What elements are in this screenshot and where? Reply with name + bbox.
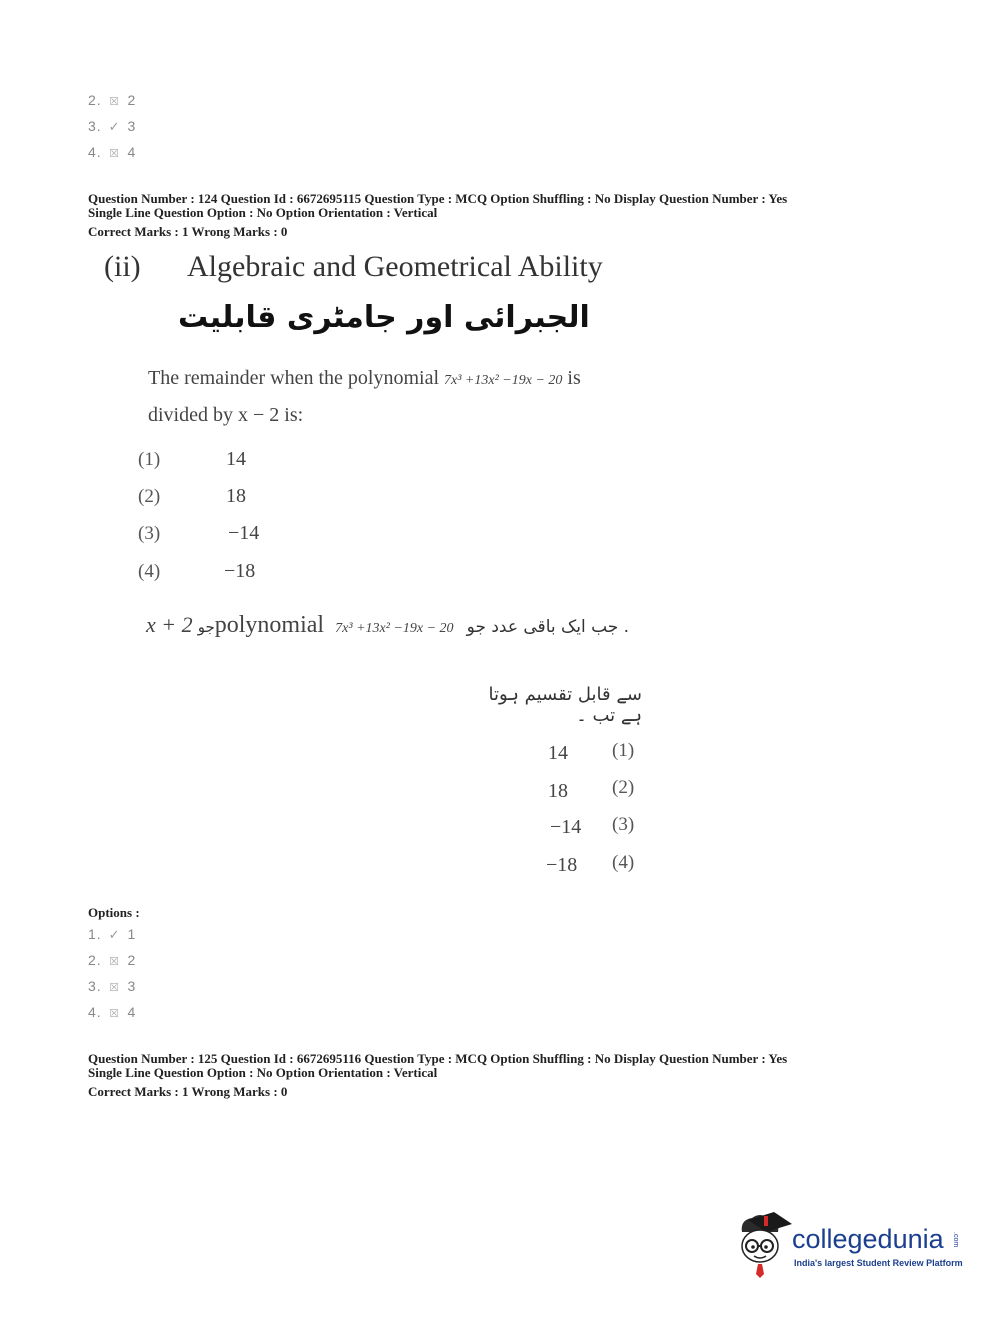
polynomial-expression: 7x³ +13x² −19x − 20	[335, 621, 454, 636]
logo-wordmark: collegedunia	[792, 1224, 944, 1254]
option-3	[88, 978, 136, 994]
polynomial-word: polynomial	[214, 612, 325, 638]
urdu-connector: جو	[197, 618, 215, 636]
question-meta-line3: Correct Marks : 1 Wrong Marks : 0	[88, 1084, 288, 1099]
choice-value: −18	[224, 560, 256, 582]
divisor-expression: x + 2	[146, 612, 193, 637]
choice-value: 18	[548, 780, 568, 802]
question-text-urdu-line2: سے قابل تقسیم ہوتا ہے تب ۔	[488, 684, 642, 726]
option-value: 2	[127, 952, 137, 968]
choice-number: (3)	[138, 523, 161, 544]
option-value: 3	[127, 978, 137, 994]
mascot-icon	[734, 1210, 792, 1280]
section-number: (ii)	[104, 250, 141, 283]
collegedunia-logo	[734, 1210, 964, 1280]
option-number: 2.	[88, 92, 102, 108]
option-value: 4	[127, 144, 137, 160]
option-1	[88, 926, 136, 943]
choice-value: 18	[226, 485, 246, 507]
check-icon: ✓	[108, 927, 121, 942]
prev-option-4	[88, 144, 136, 160]
choice-number: (3)	[612, 814, 635, 835]
option-number: 3.	[88, 118, 102, 134]
question-meta-line1: Question Number : 125 Question Id : 6672695116 Question Type : MCQ Option Shuffling : No Display Question Number : Yes	[88, 1051, 788, 1066]
choice-value: 14	[548, 742, 568, 764]
check-icon: ✓	[108, 119, 121, 134]
question-meta-line3: Correct Marks : 1 Wrong Marks : 0	[88, 224, 288, 239]
prev-option-2	[88, 92, 136, 108]
cross-icon: ☒	[109, 96, 121, 108]
question-text: The remainder when the polynomial	[148, 367, 440, 389]
choice-value: 14	[226, 448, 246, 470]
choice-number: (2)	[612, 777, 635, 798]
logo-tagline: India's largest Student Review Platform	[794, 1258, 963, 1268]
option-value: 3	[127, 118, 137, 134]
question-text-urdu-line1	[146, 612, 629, 639]
cross-icon: ☒	[109, 1008, 121, 1020]
choice-value: −14	[550, 816, 582, 838]
option-value: 1	[127, 926, 137, 942]
prev-option-3	[88, 118, 136, 135]
cross-icon: ☒	[109, 982, 121, 994]
choice-number: (2)	[138, 486, 161, 507]
option-value: 4	[127, 1004, 137, 1020]
option-number: 1.	[88, 926, 102, 942]
question-text-line1	[148, 367, 581, 390]
polynomial-expression: 7x³ +13x² −19x − 20	[444, 373, 563, 388]
section-title: Algebraic and Geometrical Ability	[187, 250, 603, 283]
urdu-question-text: جب ایک باقی عدد جو .	[466, 617, 630, 637]
options-label: Options :	[88, 905, 140, 920]
option-number: 4.	[88, 144, 102, 160]
cross-icon: ☒	[109, 956, 121, 968]
question-meta-line2: Single Line Question Option : No Option Orientation : Vertical	[88, 205, 438, 220]
question-text-is: is	[567, 367, 581, 389]
option-value: 2	[127, 92, 137, 108]
option-2	[88, 952, 136, 968]
option-number: 3.	[88, 978, 102, 994]
choice-number: (4)	[138, 561, 161, 582]
question-meta-line2: Single Line Question Option : No Option Orientation : Vertical	[88, 1065, 438, 1080]
choice-number: (1)	[612, 740, 635, 761]
question-meta-line1: Question Number : 124 Question Id : 6672695115 Question Type : MCQ Option Shuffling : No Display Question Number : Yes	[88, 191, 788, 206]
logo-suffix: .com	[952, 1232, 959, 1248]
choice-value: −18	[546, 854, 578, 876]
question-text-line2: divided by x − 2 is:	[148, 404, 304, 426]
option-number: 2.	[88, 952, 102, 968]
choice-number: (1)	[138, 449, 161, 470]
section-title-urdu: الجبرائی اور جامٹری قابلیت	[178, 300, 590, 335]
choice-number: (4)	[612, 852, 635, 873]
choice-value: −14	[228, 522, 260, 544]
option-4	[88, 1004, 136, 1020]
cross-icon: ☒	[109, 148, 121, 160]
option-number: 4.	[88, 1004, 102, 1020]
